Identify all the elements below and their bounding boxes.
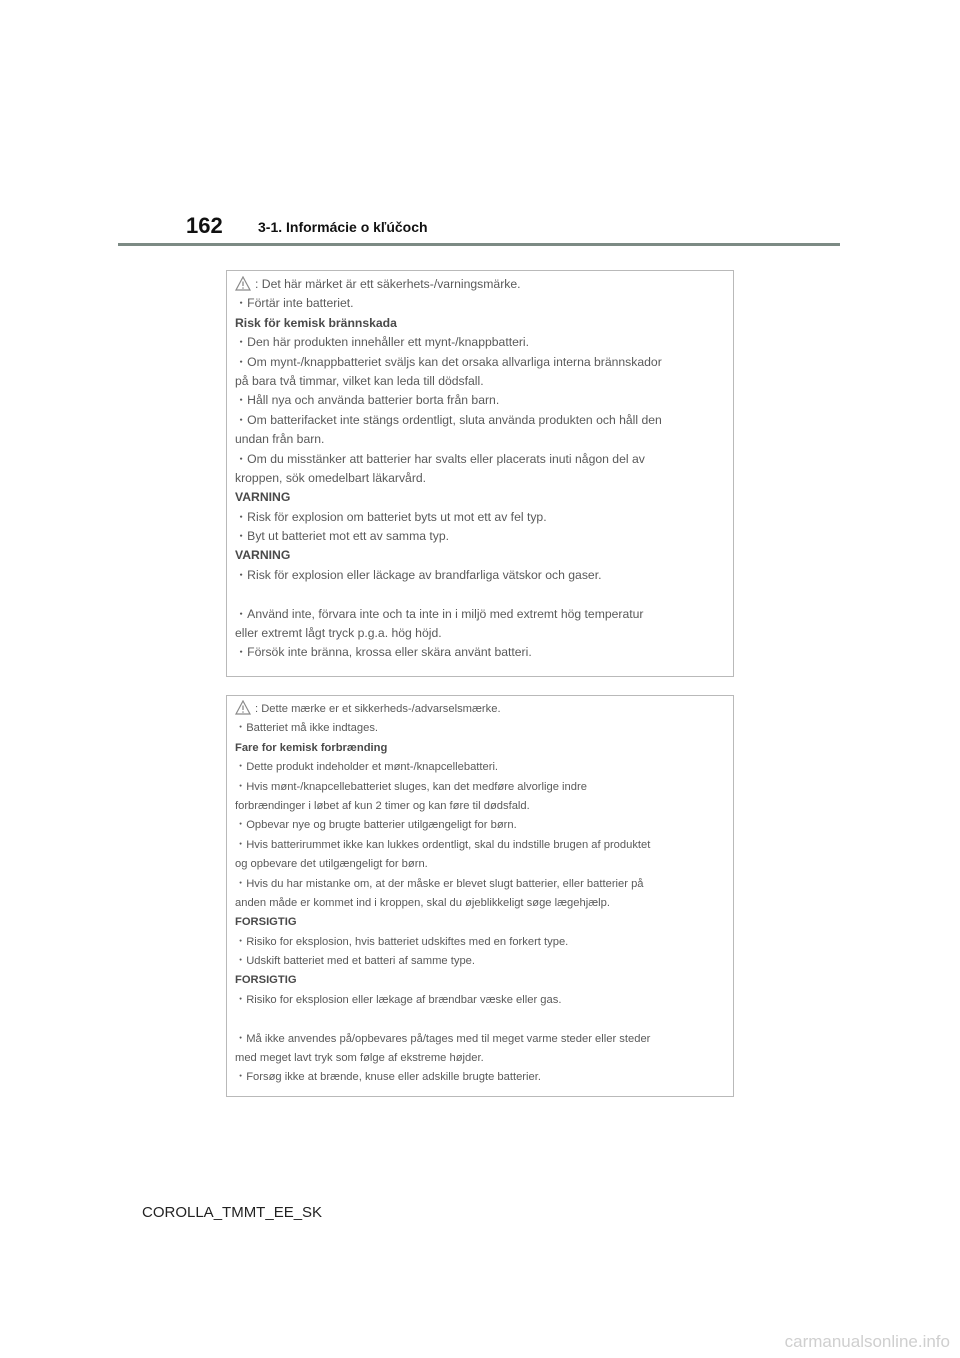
box-heading: VARNING	[235, 490, 291, 505]
box-heading: VARNING	[235, 548, 291, 563]
box-line: ・Om du misstänker att batterier har svalts eller placerats inuti någon del av	[235, 451, 645, 466]
section-title: 3-1. Informácie o kľúčoch	[258, 219, 428, 235]
box-line: ・Batteriet må ikke indtages.	[235, 722, 379, 735]
box-line: ・Må ikke anvendes på/opbevares på/tages med til meget varme steder eller steder	[235, 1032, 651, 1045]
box-line: ・Om mynt-/knappbatteriet sväljs kan det orsaka allvarliga interna brännskador	[235, 354, 662, 369]
box-line: ・Försök inte bränna, krossa eller skära använt batteri.	[235, 645, 532, 660]
box-heading: Risk för kemisk brännskada	[235, 315, 397, 330]
box-heading: FORSIGTIG	[235, 916, 297, 929]
box-line: ・Byt ut batteriet mot ett av samma typ.	[235, 529, 450, 544]
box-spacer	[235, 585, 725, 604]
box-line: ・Hvis mønt-/knapcellebatteriet sluges, kan det medføre alvorlige indre	[235, 780, 587, 793]
box-line-0	[235, 700, 725, 719]
box-line: ・Om batterifacket inte stängs ordentligt, sluta använda produkten och håll den	[235, 412, 662, 427]
box-line: ・Risk för explosion eller läckage av brandfarliga vätskor och gaser.	[235, 567, 602, 582]
box-line: på bara två timmar, vilket kan leda till dödsfall.	[235, 373, 484, 388]
box-line: ・Förtär inte batteriet.	[235, 296, 354, 311]
warning-triangle-icon	[235, 700, 251, 715]
box-line: ・Opbevar nye og brugte batterier utilgængeligt for børn.	[235, 819, 517, 832]
box-line: undan från barn.	[235, 432, 325, 447]
watermark: carmanualsonline.info	[784, 1332, 950, 1351]
box-line-text: : Det här märket är ett säkerhets-/varningsmärke.	[255, 277, 521, 291]
model-code: COROLLA_TMMT_EE_SK	[142, 1204, 323, 1221]
box-heading: Fare for kemisk forbrænding	[235, 741, 388, 754]
box-line: med meget lavt tryk som følge af ekstreme højder.	[235, 1052, 484, 1065]
swedish-warning-box	[226, 270, 734, 677]
box-line: ・Udskift batteriet med et batteri af samme type.	[235, 955, 476, 968]
box-line-text: : Dette mærke er et sikkerheds-/advarselsmærke.	[255, 703, 501, 715]
box-line: ・Hvis batterirummet ikke kan lukkes ordentligt, skal du indstille brugen af produktet	[235, 838, 651, 851]
box-line: ・Använd inte, förvara inte och ta inte in i miljö med extremt hög temperatur	[235, 606, 644, 621]
box-line: ・Risk för explosion om batteriet byts ut mot ett av fel typ.	[235, 509, 547, 524]
box-line: ・Dette produkt indeholder et mønt-/knapcellebatteri.	[235, 761, 499, 774]
box-line: kroppen, sök omedelbart läkarvård.	[235, 470, 427, 485]
box-spacer	[235, 1010, 725, 1029]
box-line: anden måde er kommet ind i kroppen, skal du øjeblikkeligt søge lægehjælp.	[235, 896, 610, 909]
box-line: ・Forsøg ikke at brænde, knuse eller adskille brugte batterier.	[235, 1071, 541, 1084]
box-line: og opbevare det utilgængeligt for børn.	[235, 858, 428, 871]
box-heading: FORSIGTIG	[235, 974, 297, 987]
box-line: forbrændinger i løbet af kun 2 timer og kan føre til dødsfald.	[235, 799, 530, 812]
warning-triangle-icon	[235, 276, 251, 291]
page-number: 162	[186, 213, 223, 238]
box-line: ・Håll nya och använda batterier borta från barn.	[235, 393, 500, 408]
box-line: ・Risiko for eksplosion eller lækage af brændbar væske eller gas.	[235, 993, 562, 1006]
header-divider	[118, 243, 840, 246]
box-line-0	[235, 275, 725, 294]
box-line: ・Hvis du har mistanke om, at der måske er blevet slugt batterier, eller batterier på	[235, 877, 644, 890]
box-line: ・Risiko for eksplosion, hvis batteriet udskiftes med en forkert type.	[235, 935, 569, 948]
box-line: eller extremt lågt tryck p.g.a. hög höjd.	[235, 626, 442, 641]
danish-warning-box	[226, 695, 734, 1097]
box-line: ・Den här produkten innehåller ett mynt-/knappbatteri.	[235, 335, 530, 350]
